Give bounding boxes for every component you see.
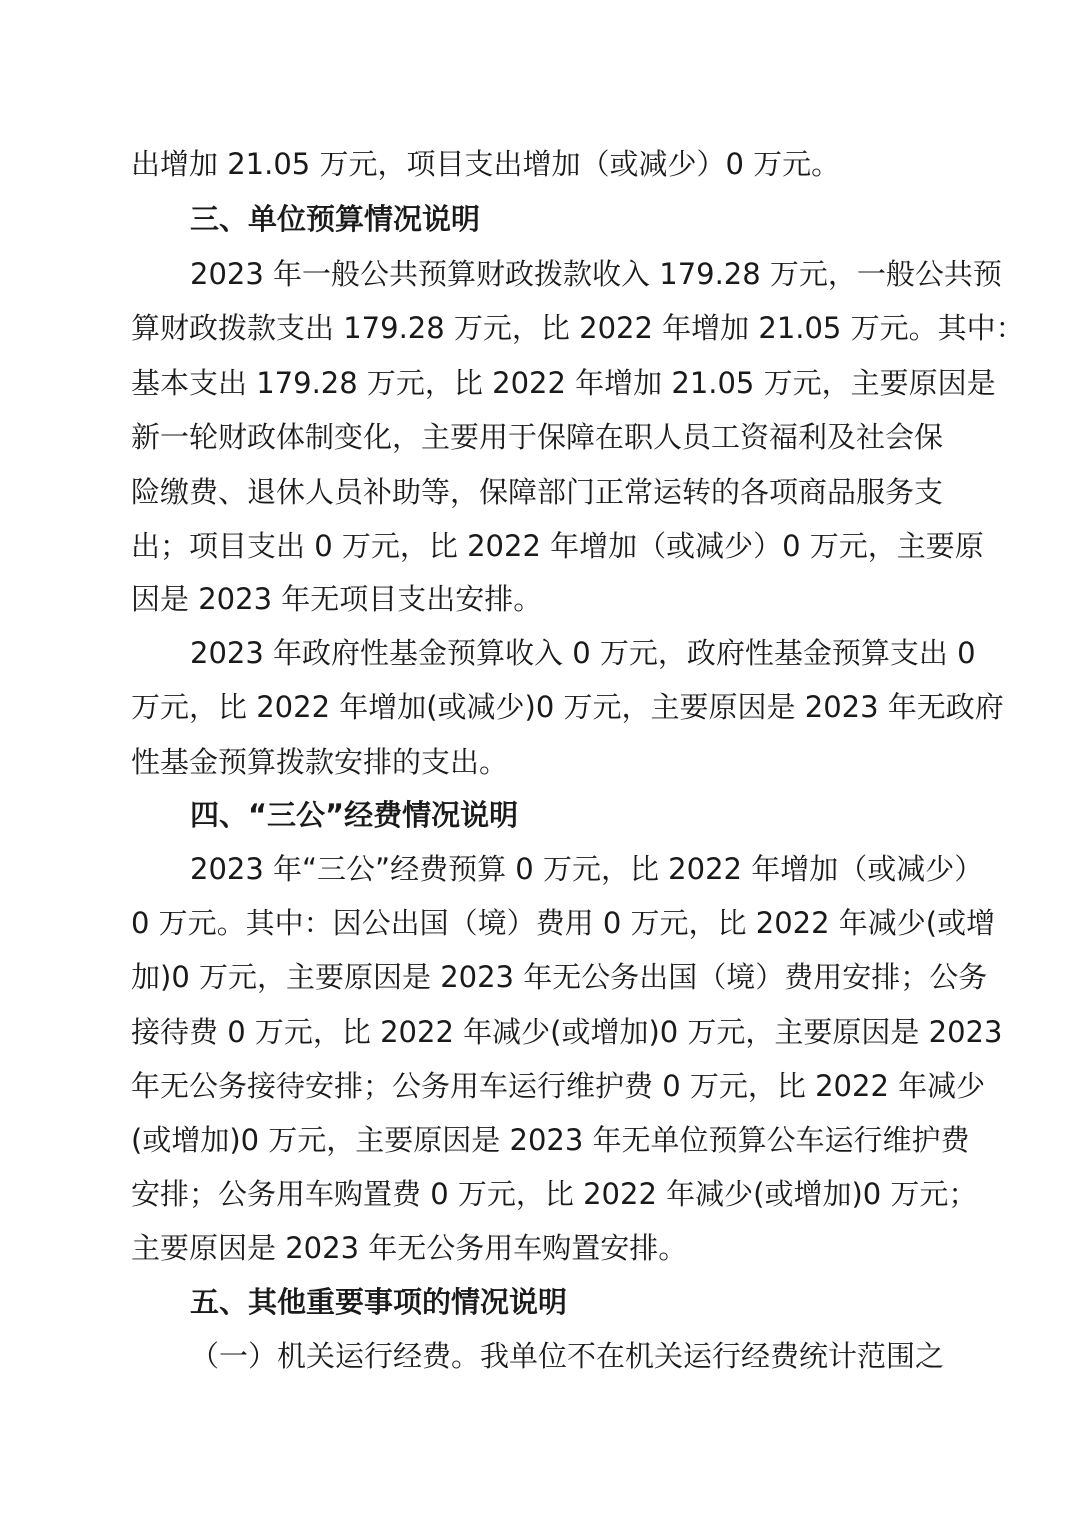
text-line-18: 年无公务接待安排；公务用车运行维护费 0 万元，比 2022 年减少 (131, 1069, 986, 1103)
text-line-23: （一）机关运行经费。我单位不在机关运行经费统计范围之 (190, 1339, 945, 1373)
text-line-7: 险缴费、退休人员补助等，保障部门正常运转的各项商品服务支 (131, 475, 944, 509)
text-line-4: 算财政拨款支出 179.28 万元，比 2022 年增加 21.05 万元。其中： (131, 311, 1025, 345)
text-line-3: 2023 年一般公共预算财政拨款收入 179.28 万元，一般公共预 (190, 257, 1002, 291)
text-line-17: 接待费 0 万元，比 2022 年减少(或增加)0 万元，主要原因是 2023 (131, 1015, 1003, 1049)
text-line-16: 加)0 万元，主要原因是 2023 年无公务出国（境）费用安排；公务 (131, 960, 988, 994)
text-line-12: 性基金预算拨款安排的支出。 (131, 745, 509, 779)
text-line-10: 2023 年政府性基金预算收入 0 万元，政府性基金预算支出 0 (190, 636, 976, 670)
text-line-6: 新一轮财政体制变化，主要用于保障在职人员工资福利及社会保 (131, 420, 944, 454)
text-line-5: 基本支出 179.28 万元，比 2022 年增加 21.05 万元，主要原因是 (131, 366, 996, 400)
section-heading-3: 三、单位预算情况说明 (190, 202, 481, 236)
text-line-11: 万元，比 2022 年增加(或减少)0 万元，主要原因是 2023 年无政府 (131, 690, 1004, 724)
text-line-1: 出增加 21.05 万元，项目支出增加（或减少）0 万元。 (131, 147, 841, 181)
text-line-8: 出；项目支出 0 万元，比 2022 年增加（或减少）0 万元，主要原 (131, 529, 984, 563)
text-line-21: 主要原因是 2023 年无公务用车购置安排。 (131, 1231, 688, 1265)
text-line-9: 因是 2023 年无项目支出安排。 (131, 582, 543, 616)
text-line-19: (或增加)0 万元，主要原因是 2023 年无单位预算公车运行维护费 (131, 1123, 970, 1157)
text-line-15: 0 万元。其中：因公出国（境）费用 0 万元，比 2022 年减少(或增 (131, 906, 996, 940)
section-heading-5: 五、其他重要事项的情况说明 (190, 1285, 568, 1319)
text-line-14: 2023 年“三公”经费预算 0 万元，比 2022 年增加（或减少） (190, 852, 984, 886)
text-line-20: 安排；公务用车购置费 0 万元，比 2022 年减少(或增加)0 万元； (131, 1177, 978, 1211)
section-heading-4: 四、“三公”经费情况说明 (190, 798, 519, 832)
